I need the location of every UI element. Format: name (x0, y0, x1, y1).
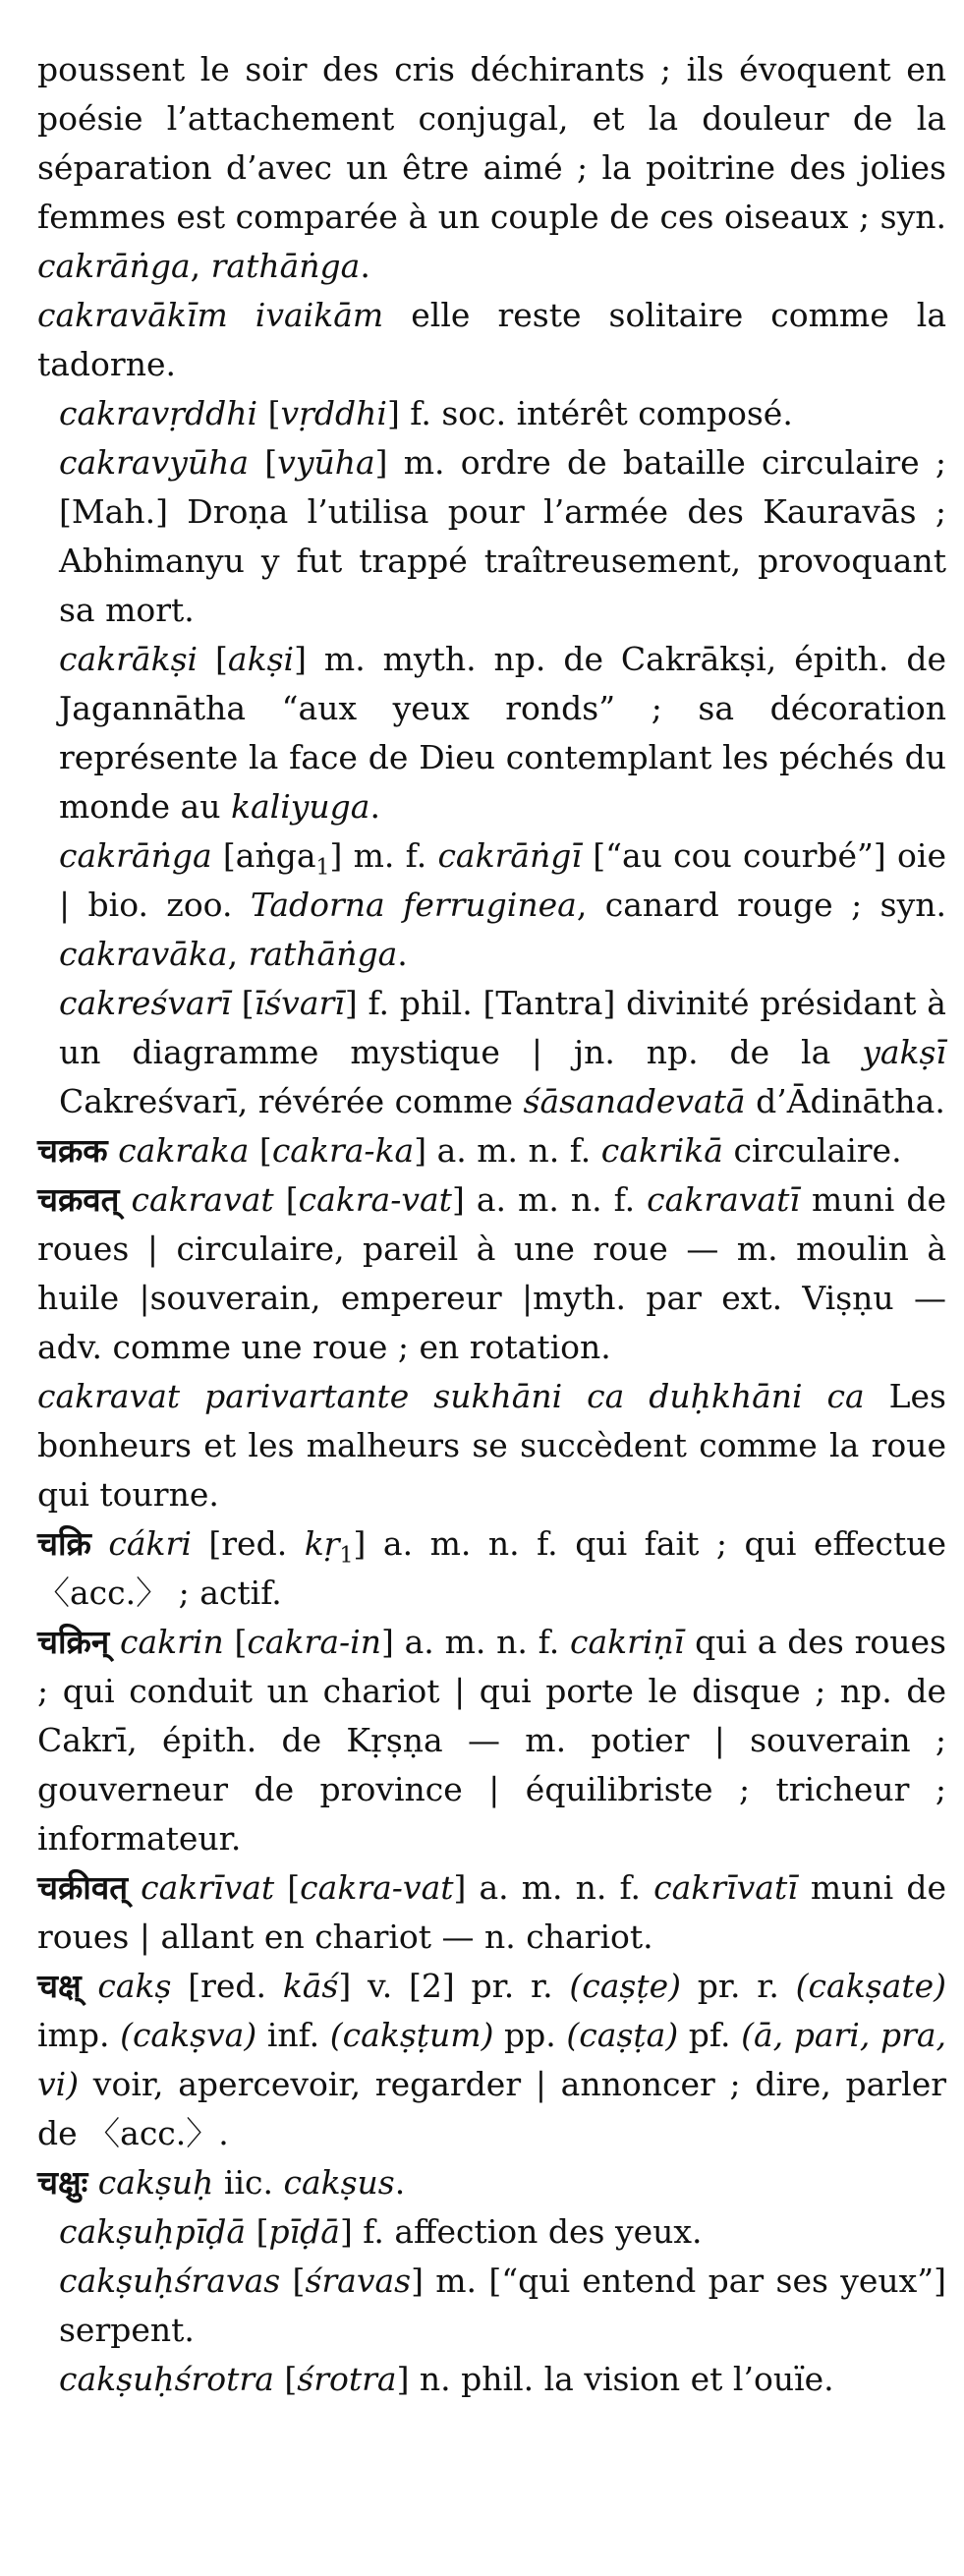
homonym-index: 1 (315, 855, 330, 881)
italic-term: cakṣus (283, 2163, 395, 2202)
dictionary-entry (37, 45, 946, 291)
italic-term: (caṣṭe) (569, 1967, 682, 2005)
entry-text: pf. (678, 2016, 742, 2054)
italic-term: cakravṛddhi (59, 394, 258, 432)
devanagari-headword: चक्षुः (37, 2163, 88, 2202)
italic-term: kaliyuga (230, 787, 370, 826)
entry-text: d’Ādinātha. (745, 1082, 945, 1120)
entry-text: imp. (37, 2016, 121, 2054)
entry-text: ] m. [“qui entend par ses yeux”] serpent. (59, 2261, 946, 2349)
italic-term: cakṣ (97, 1967, 172, 2005)
italic-term: kāś (282, 1967, 339, 2005)
sub-entry (37, 635, 946, 831)
italic-term: cakravatī (647, 1180, 800, 1219)
italic-term: cakra-vat (298, 1180, 452, 1219)
italic-term: cakrīvat (141, 1868, 275, 1907)
italic-term: akṣi (227, 640, 295, 678)
entry-text: ] f. phil. [Tantra] divinité présidant à un diagramme mystique | jn. np. de la (59, 984, 946, 1071)
italic-term: cakravāka (59, 935, 228, 973)
italic-term: cakriṇī (569, 1623, 685, 1661)
italic-term: cakrin (119, 1623, 224, 1661)
italic-term: cakrikā (600, 1131, 723, 1170)
entry-text: [ (273, 1180, 299, 1219)
devanagari-headword: चक्ष् (37, 1967, 82, 2005)
italic-term: cakravyūha (59, 443, 250, 482)
italic-term: cakra-in (247, 1623, 381, 1661)
entry-text: [ (231, 984, 255, 1022)
italic-term: cakra-vat (300, 1868, 454, 1907)
entry-text: [ (223, 1623, 248, 1661)
entry-text (119, 1180, 131, 1219)
entry-text: [red. (171, 1967, 283, 2005)
entry-text: . (394, 2163, 406, 2202)
sub-entry (37, 831, 946, 979)
italic-term: śāsanadevatā (523, 1082, 746, 1120)
italic-term: (cakṣate) (795, 1967, 946, 2005)
entry-text: ] n. phil. la vision et l’ouïe. (396, 2360, 834, 2398)
italic-term: śravas (305, 2261, 412, 2300)
entry-text: . (369, 787, 380, 826)
entry-text: [aṅga (211, 836, 316, 875)
devanagari-headword: चक्रवत् (37, 1180, 120, 1219)
entry-text: muni de roues | allant en chariot — n. chariot. (37, 1868, 946, 1956)
entry-text: , (227, 935, 249, 973)
italic-term: cakrāṅga (59, 836, 212, 875)
entry-text (91, 1524, 109, 1563)
entry-text: [ (249, 1131, 272, 1170)
devanagari-headword: चक्रि (37, 1524, 91, 1563)
entry-text: ] f. soc. intérêt composé. (386, 394, 793, 432)
entry-text: iic. (213, 2163, 284, 2202)
dictionary-entry (37, 1175, 946, 1372)
entry-text (109, 1623, 120, 1661)
entry-text: ] a. m. n. f. (380, 1623, 570, 1661)
italic-term: cakṣuḥśravas (59, 2261, 281, 2300)
entry-text: [ (280, 2261, 306, 2300)
entry-text: elle reste solitaire comme la tadorne. (37, 296, 947, 383)
italic-term: cakra-ka (271, 1131, 415, 1170)
entry-text: [ (246, 2212, 269, 2251)
sub-entry (37, 2257, 946, 2355)
entry-text: Cakreśvarī, révérée comme (59, 1082, 524, 1120)
italic-term: cakravat (131, 1180, 274, 1219)
italic-term: kṛ (304, 1524, 340, 1563)
dictionary-entry (37, 1519, 946, 1618)
entry-text (87, 2163, 98, 2202)
italic-term: cakrāṅga (37, 247, 191, 285)
dictionary-entry (37, 1618, 946, 1863)
italic-term: īśvarī (254, 984, 345, 1022)
italic-term: cakrīvatī (653, 1868, 798, 1907)
sub-entry (37, 979, 946, 1126)
entry-text: voir, apercevoir, regarder | annoncer ; dire, parler de 〈acc.〉. (37, 2065, 946, 2152)
entry-text (108, 1131, 119, 1170)
entry-text: poussent le soir des cris déchirants ; ils évoquent en poésie l’attachement conjugal, et la douleur de la séparation d’avec un être aimé ; la poitrine des jolies femmes est comparée à un couple de ces oiseaux ; syn. (37, 50, 946, 236)
italic-term: cakrākṣi (59, 640, 198, 678)
italic-term: cakreśvarī (59, 984, 232, 1022)
italic-term: cakravākīm ivaikām (37, 296, 384, 334)
italic-term: (ā, pari, pra, vi) (37, 2016, 947, 2103)
entry-text: . (360, 247, 370, 285)
sub-entry (37, 2207, 946, 2257)
italic-term: rathāṅga (210, 247, 361, 285)
entry-text: ] m. myth. np. de Cakrākṣi, épith. de Jagannātha “aux yeux ronds” ; sa décoration représente la face de Dieu contemplant les péchés du monde au (59, 640, 946, 826)
dictionary-entry (37, 2158, 946, 2207)
italic-term: cakṣuḥśrotra (59, 2360, 274, 2398)
italic-term: pīḍā (268, 2212, 340, 2251)
entry-text: circulaire. (722, 1131, 902, 1170)
italic-term: yakṣī (862, 1033, 946, 1071)
entry-text: pr. r. (681, 1967, 796, 2005)
entry-text: muni de roues | circulaire, pareil à une roue — m. moulin à huile |souverain, empereur |myth. par ext. Viṣṇu — adv. comme une roue ; en rotation. (37, 1180, 946, 1366)
entry-text: qui a des roues ; qui conduit un chariot | qui porte le disque ; np. de Cakrī, épith. de Kṛṣṇa — m. potier | souverain ; gouverneur de province | équilibriste ; tricheur ; informateur. (37, 1623, 946, 1858)
entry-text: , canard rouge ; syn. (576, 886, 946, 924)
italic-term: (cakṣva) (120, 2016, 257, 2054)
italic-term: Tadorna ferruginea (250, 886, 577, 924)
entry-text: [ (274, 1868, 301, 1907)
entry-text: ] a. m. n. f. qui fait ; qui effectue 〈acc.〉 ; actif. (37, 1524, 946, 1612)
italic-term: cakravat parivartante sukhāni ca duḥkhāni ca (37, 1377, 865, 1415)
entry-text (128, 1868, 141, 1907)
entry-text: [ (198, 640, 228, 678)
italic-term: vyūha (277, 443, 375, 482)
italic-term: (caṣṭa) (566, 2016, 679, 2054)
italic-term: (cakṣṭum) (329, 2016, 494, 2054)
dictionary-entry (37, 291, 946, 389)
entry-text: [ (273, 2360, 298, 2398)
homonym-index: 1 (339, 1543, 354, 1569)
italic-term: rathāṅga (248, 935, 398, 973)
entry-text: ] a. m. n. f. (451, 1180, 648, 1219)
entry-text: [ (257, 394, 281, 432)
entry-text: ] a. m. n. f. (453, 1868, 654, 1907)
dictionary-entry (37, 1372, 946, 1519)
entry-text: [red. (191, 1524, 305, 1563)
sub-entry (37, 2355, 946, 2404)
italic-term: cakraka (118, 1131, 250, 1170)
entry-text: pp. (493, 2016, 567, 2054)
devanagari-headword: चक्रक (37, 1131, 108, 1170)
devanagari-headword: चक्रिन् (37, 1623, 110, 1661)
entry-text: ] a. m. n. f. (414, 1131, 601, 1170)
sub-entry (37, 389, 946, 438)
entry-text: Les bonheurs et les malheurs se succèdent comme la roue qui tourne. (37, 1377, 946, 1514)
italic-term: cakṣuḥpīḍā (59, 2212, 247, 2251)
entry-text: , (190, 247, 211, 285)
entry-text: ] m. ordre de bataille circulaire ; [Mah.] Droṇa l’utilisa pour l’armée des Kauravās ; Abhimanyu y fut trappé traîtreusement, provoquant sa mort. (59, 443, 946, 629)
entry-text: ] f. affection des yeux. (339, 2212, 703, 2251)
italic-term: cakrāṅgī (437, 836, 582, 875)
dictionary-entry (37, 1126, 946, 1175)
entry-text (82, 1967, 98, 2005)
devanagari-headword: चक्रीवत् (37, 1868, 129, 1907)
italic-term: śrotra (297, 2360, 397, 2398)
italic-term: cakṣuḥ (97, 2163, 214, 2202)
italic-term: vṛddhi (280, 394, 387, 432)
dictionary-entry (37, 1962, 946, 2158)
dictionary-entry (37, 1863, 946, 1962)
entry-text: . (397, 935, 408, 973)
entry-text: ] m. f. (329, 836, 438, 875)
sub-entry (37, 438, 946, 635)
entry-text: [ (249, 443, 278, 482)
entry-text: [“au cou courbé”] oie | bio. zoo. (59, 836, 947, 924)
italic-term: cákri (108, 1524, 192, 1563)
entry-text: inf. (256, 2016, 330, 2054)
entry-text: ] v. [2] pr. r. (338, 1967, 570, 2005)
